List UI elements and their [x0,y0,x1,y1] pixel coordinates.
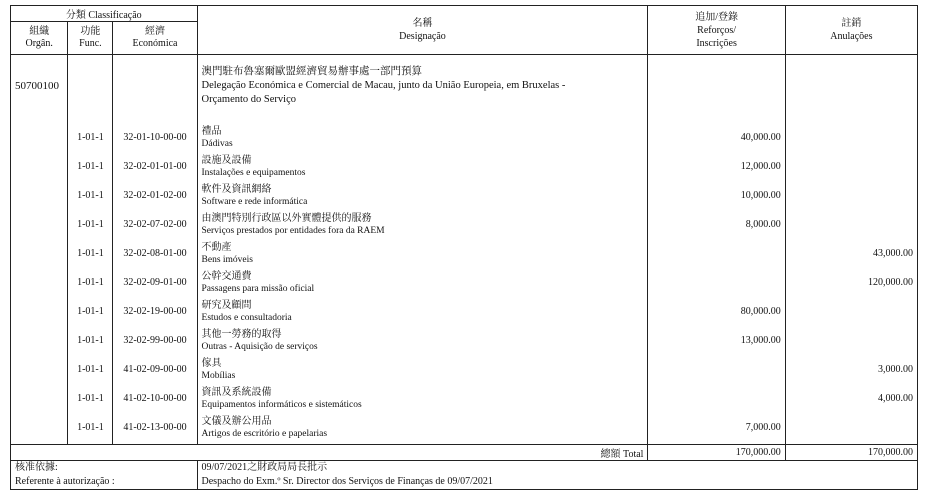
authorization-row-pt [11,475,918,490]
item-designation-pt: Outras - Aquisição de serviços [201,341,318,352]
item-designation-pt: Artigos de escritório e papelarias [201,428,328,439]
item-designation-zh: 不動產 [201,241,232,253]
item-designation [197,239,648,268]
functional-header-zh: 功能 [80,26,101,37]
section-ref-cell [648,55,785,118]
reforcos-header-pt2: Inscrições [696,37,737,49]
item-reforco [648,268,785,297]
table-row [11,384,918,413]
economic-code: 41-02-09-00-00 [113,355,197,384]
item-reforco [648,384,785,413]
item-reforco [648,355,785,384]
table-row [11,297,918,326]
organic-cell [11,326,68,355]
item-designation-pt: Software e rede informática [201,196,308,207]
item-designation-zh: 資訊及系統設備 [201,386,272,398]
reforcos-header-pt1: Reforços/ [697,24,737,36]
item-reforco: 13,000.00 [648,326,785,355]
economic-code: 41-02-13-00-00 [113,413,197,442]
table-row [11,123,918,152]
organic-cell [11,355,68,384]
designation-header-pt: Designação [399,31,446,42]
table-row [11,413,918,442]
economic-code: 32-02-09-01-00 [113,268,197,297]
item-anulacao [785,297,917,326]
functional-code: 1-01-1 [68,297,113,326]
budget-document [10,5,918,487]
item-reforco: 40,000.00 [648,123,785,152]
authorization-label-pt: Referente à autorização : [11,475,198,490]
item-designation-zh: 由澳門特別行政區以外實體提供的服務 [201,212,372,224]
authorization-value-pt: Despacho do Exm.º Sr. Director dos Serviços de Finanças de 09/07/2021 [197,475,917,490]
organic-cell [11,239,68,268]
item-designation [197,355,648,384]
organic-cell [11,181,68,210]
item-designation-zh: 設施及設備 [201,154,252,166]
functional-code: 1-01-1 [68,355,113,384]
item-reforco: 8,000.00 [648,210,785,239]
anulacoes-header-zh: 註銷 [841,18,862,29]
organic-cell [11,268,68,297]
item-anulacao: 120,000.00 [785,268,917,297]
functional-code: 1-01-1 [68,413,113,442]
item-reforco [648,239,785,268]
item-designation-pt: Passagens para missão oficial [201,283,315,294]
functional-header-pt: Func. [79,38,102,49]
item-designation-pt: Dádivas [201,138,233,149]
functional-code: 1-01-1 [68,384,113,413]
header-row-top [11,6,918,22]
economic-code: 32-02-99-00-00 [113,326,197,355]
section-title-zh: 澳門駐布魯塞爾歐盟經濟貿易辦事處一部門預算 [201,66,423,77]
item-anulacao [785,152,917,181]
item-designation-zh: 研究及顧問 [201,299,252,311]
section-row [11,55,918,118]
item-anulacao [785,181,917,210]
section-title [197,55,648,118]
economic-code: 41-02-10-00-00 [113,384,197,413]
item-designation-zh: 公幹交通費 [201,270,252,282]
classification-header: 分類 Classificação [11,6,198,22]
item-designation [197,413,648,442]
organic-cell [11,123,68,152]
items-body [11,123,918,442]
organic-cell [11,413,68,442]
economic-code: 32-02-01-02-00 [113,181,197,210]
item-designation [197,268,648,297]
total-label: 總額 Total [11,445,648,461]
functional-header [68,22,113,55]
item-anulacao [785,413,917,442]
economic-code: 32-02-01-01-00 [113,152,197,181]
organic-cell [11,297,68,326]
economic-code: 32-02-19-00-00 [113,297,197,326]
item-reforco: 80,000.00 [648,297,785,326]
item-designation-pt: Estudos e consultadoria [201,312,292,323]
table-row [11,181,918,210]
authorization-label-zh: 核准依據: [11,461,198,476]
item-reforco: 12,000.00 [648,152,785,181]
item-designation-zh: 文儀及辦公用品 [201,415,272,427]
organic-header [11,22,68,55]
table-row [11,268,918,297]
section-func-cell [68,55,113,118]
section-anu-cell [785,55,917,118]
item-reforco: 10,000.00 [648,181,785,210]
table-row [11,210,918,239]
total-reforcos: 170,000.00 [648,445,785,461]
functional-code: 1-01-1 [68,181,113,210]
functional-code: 1-01-1 [68,123,113,152]
item-designation [197,326,648,355]
organic-cell [11,384,68,413]
section-title-pt1: Delegação Económica e Comercial de Macau, junto da União Europeia, em Bruxelas - [201,80,566,91]
item-designation-pt: Instalações e equipamentos [201,167,306,178]
item-designation-pt: Bens imóveis [201,254,253,265]
organic-cell [11,152,68,181]
section-title-pt2: Orçamento do Serviço [201,94,296,105]
item-designation [197,384,648,413]
item-designation-zh: 軟件及資訊網絡 [201,183,272,195]
organic-header-zh: 組織 [29,26,50,37]
item-designation-pt: Mobílias [201,370,236,381]
economic-code: 32-02-08-01-00 [113,239,197,268]
organic-header-pt: Orgân. [25,38,53,49]
functional-code: 1-01-1 [68,268,113,297]
economic-code: 32-01-10-00-00 [113,123,197,152]
item-designation [197,181,648,210]
table-row [11,355,918,384]
item-anulacao [785,210,917,239]
item-designation [197,152,648,181]
designation-header [197,6,648,55]
item-anulacao: 4,000.00 [785,384,917,413]
item-anulacao [785,123,917,152]
table-row [11,152,918,181]
authorization-value-zh: 09/07/2021之財政局局長批示 [197,461,917,476]
functional-code: 1-01-1 [68,210,113,239]
item-designation-pt: Serviços prestados por entidades fora da RAEM [201,225,385,236]
economic-code: 32-02-07-02-00 [113,210,197,239]
economic-header-zh: 經濟 [144,26,165,37]
item-designation [197,123,648,152]
table-row [11,239,918,268]
item-designation [197,210,648,239]
functional-code: 1-01-1 [68,152,113,181]
functional-code: 1-01-1 [68,326,113,355]
budget-table [10,5,918,490]
economic-header [113,22,197,55]
table-row [11,326,918,355]
item-anulacao: 3,000.00 [785,355,917,384]
anulacoes-header [785,6,917,55]
item-designation [197,297,648,326]
item-designation-zh: 禮品 [201,125,222,137]
item-anulacao [785,326,917,355]
organic-cell [11,210,68,239]
item-reforco: 7,000.00 [648,413,785,442]
item-designation-pt: Equipamentos informáticos e sistemáticos [201,399,362,410]
anulacoes-header-pt: Anulações [830,31,873,42]
item-designation-zh: 其他一勞務的取得 [201,328,282,340]
section-eco-cell [113,55,197,118]
designation-header-zh: 名稱 [412,18,433,29]
economic-header-pt: Económica [132,38,178,49]
reforcos-header-zh: 追加/登錄 [695,11,738,23]
item-designation-zh: 傢具 [201,357,222,369]
item-anulacao: 43,000.00 [785,239,917,268]
total-row [11,445,918,461]
total-anulacoes: 170,000.00 [785,445,917,461]
reforcos-header [648,6,785,55]
authorization-row-zh [11,461,918,476]
functional-code: 1-01-1 [68,239,113,268]
organic-code: 50700100 [11,55,68,118]
